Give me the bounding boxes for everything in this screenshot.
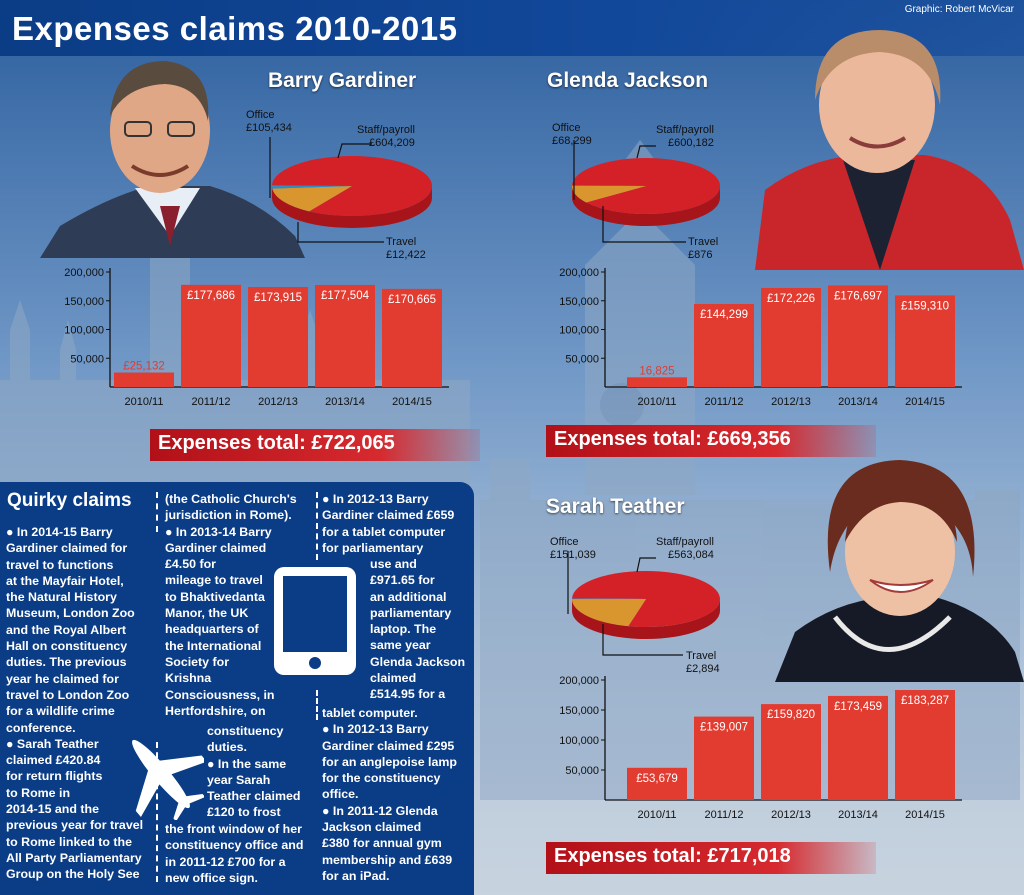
- quirky-line: ● In 2013-14 Barry: [165, 524, 272, 539]
- quirky-column-3: [322, 491, 472, 556]
- x-tick-label: 2011/12: [191, 396, 231, 408]
- quirky-line: travel to functions: [6, 557, 114, 572]
- quirky-line: claimed £420.84: [6, 753, 101, 768]
- y-tick-label: 50,000: [565, 353, 599, 366]
- quirky-column-2b: [207, 723, 317, 821]
- x-tick-label: 2014/15: [392, 396, 432, 408]
- bar-value-label: £173,459: [834, 700, 882, 713]
- x-tick-label: 2013/14: [838, 396, 878, 408]
- quirky-line: Gardiner claimed: [165, 540, 267, 555]
- quirky-line: constituency: [207, 724, 284, 738]
- pie-chart-barry-gardiner: [262, 148, 438, 228]
- x-tick-label: 2010/11: [637, 809, 677, 821]
- quirky-column-3b: [370, 556, 470, 703]
- pie-label-travel-value: £12,422: [386, 249, 426, 261]
- pie-label-staff-glenda: [656, 124, 714, 150]
- quirky-line: Museum, London Zoo: [6, 606, 135, 621]
- bar-value-label: £144,299: [700, 309, 748, 322]
- bar-value-label: £170,665: [388, 293, 436, 306]
- bar-value-label: £25,132: [123, 360, 165, 373]
- tablet-icon: [272, 565, 358, 677]
- quirky-line: year Sarah: [207, 772, 271, 787]
- bar-chart-barry-gardiner: [40, 262, 460, 422]
- quirky-column-2c: [165, 821, 315, 886]
- quirky-line: headquarters of: [165, 622, 259, 637]
- x-tick-label: 2010/11: [124, 396, 164, 408]
- quirky-line: laptop. The: [370, 622, 437, 637]
- quirky-line: (the Catholic Church's: [165, 492, 297, 506]
- bar-value-label: £177,504: [321, 289, 369, 302]
- pie-label-office-value: £105,434: [246, 122, 292, 134]
- bar-value-label: £159,310: [901, 300, 949, 313]
- quirky-line: jurisdiction in Rome).: [165, 508, 292, 523]
- quirky-line: to Rome in: [6, 785, 71, 800]
- y-tick-label: 150,000: [64, 295, 104, 308]
- airplane-icon: [118, 728, 204, 820]
- pie-chart-glenda-jackson: [566, 148, 726, 228]
- quirky-line: Krishna: [165, 671, 212, 686]
- pie-label-office-value: £151,039: [550, 549, 596, 561]
- pie-label-office-title: Office: [246, 109, 275, 121]
- x-tick-label: 2012/13: [771, 809, 811, 821]
- pie-label-travel-value: £876: [688, 249, 713, 261]
- y-tick-label: 200,000: [559, 675, 599, 687]
- pie-label-staff-title: Staff/payroll: [357, 124, 415, 136]
- bar-value-label: £176,697: [834, 290, 882, 303]
- quirky-line: 2014-15 and the: [6, 802, 99, 817]
- x-tick-label: 2014/15: [905, 396, 945, 408]
- graphic-credit: Graphic: Robert McVicar: [904, 4, 1014, 15]
- quirky-line: in 2011-12 £700 for a: [165, 854, 286, 869]
- column-divider: [156, 492, 158, 532]
- pie-label-office-title: Office: [550, 536, 579, 548]
- quirky-line: new office sign.: [165, 870, 258, 885]
- pie-label-office-title: Office: [552, 122, 581, 134]
- pie-label-office-glenda: [552, 122, 592, 148]
- quirky-line: and the Royal Albert: [6, 622, 127, 637]
- quirky-line: £514.95 for a: [370, 687, 446, 702]
- y-tick-label: 200,000: [559, 267, 599, 279]
- mp-name-barry-gardiner: Barry Gardiner: [268, 69, 417, 92]
- glenda-jackson-photo: [755, 20, 1024, 270]
- y-tick-label: 100,000: [64, 324, 104, 337]
- x-tick-label: 2011/12: [704, 809, 744, 821]
- bar-chart-glenda-jackson: [540, 262, 980, 422]
- quirky-line: the Natural History: [6, 590, 117, 605]
- quirky-column-1: [6, 524, 156, 883]
- column-divider: [316, 492, 318, 560]
- sarah-teather-photo: [775, 452, 1024, 682]
- quirky-line: claimed: [370, 671, 417, 686]
- quirky-line: parliamentary: [370, 605, 452, 620]
- quirky-line: duties.: [207, 740, 247, 755]
- mp-name-glenda-jackson: Glenda Jackson: [547, 69, 709, 92]
- bar-value-label: £183,287: [901, 695, 949, 708]
- quirky-line: to Rome linked to the: [6, 834, 132, 849]
- pie-label-staff-title: Staff/payroll: [656, 124, 714, 136]
- quirky-line: £120 to frost: [207, 805, 281, 820]
- bar-value-label: £139,007: [700, 721, 748, 734]
- quirky-line: constituency office and: [165, 838, 304, 853]
- x-tick-label: 2013/14: [325, 396, 365, 408]
- y-tick-label: 150,000: [559, 705, 599, 717]
- y-tick-label: 50,000: [565, 765, 599, 777]
- pie-label-staff-value: £563,084: [668, 549, 714, 561]
- quirky-line: the front window of her: [165, 822, 302, 836]
- quirky-line: Gardiner claimed £659: [322, 508, 455, 523]
- quirky-line: same year: [370, 638, 431, 653]
- pie-label-office-barry: [246, 109, 292, 135]
- quirky-claims-title: Quirky claims: [7, 490, 132, 511]
- quirky-line: Gardiner claimed for: [6, 541, 128, 556]
- quirky-line: mileage to travel: [165, 573, 263, 588]
- pie-label-office-value: £68,299: [552, 135, 592, 147]
- quirky-line: Jackson claimed: [322, 820, 422, 835]
- quirky-line: Teather claimed: [207, 789, 301, 804]
- pie-label-travel-barry: [386, 236, 426, 262]
- quirky-line: Manor, the UK: [165, 606, 249, 621]
- quirky-line: for a tablet computer: [322, 524, 446, 539]
- expenses-total-glenda-jackson: Expenses total: £669,356: [546, 425, 876, 457]
- quirky-line: All Party Parliamentary: [6, 850, 142, 865]
- quirky-line: Society for: [165, 654, 230, 669]
- quirky-line: previous year for travel: [6, 818, 144, 833]
- pie-label-staff-barry: [357, 124, 415, 150]
- quirky-line: Glenda Jackson: [370, 654, 466, 669]
- x-tick-label: 2010/11: [637, 396, 677, 408]
- quirky-line: use and: [370, 557, 417, 571]
- quirky-line: for a wildlife crime: [6, 704, 115, 719]
- mp-name-sarah-teather: Sarah Teather: [546, 495, 685, 518]
- pie-label-travel-glenda: [688, 236, 718, 262]
- y-tick-label: 150,000: [559, 295, 599, 308]
- bar-value-label: £172,226: [767, 292, 815, 305]
- quirky-line: conference.: [6, 720, 76, 735]
- pie-label-travel-value: £2,894: [686, 663, 720, 675]
- bar-value-label: £159,820: [767, 709, 815, 722]
- quirky-line: at the Mayfair Hotel,: [6, 573, 124, 588]
- quirky-line: ● Sarah Teather: [6, 736, 99, 751]
- quirky-line: for return flights: [6, 769, 103, 784]
- x-tick-label: 2012/13: [258, 396, 298, 408]
- quirky-line: for the constituency: [322, 771, 441, 786]
- pie-label-travel-title: Travel: [688, 236, 719, 248]
- quirky-line: ● In the same: [207, 756, 287, 771]
- quirky-line: office.: [322, 787, 359, 802]
- pie-label-staff-value: £604,209: [369, 137, 415, 149]
- y-tick-label: 100,000: [559, 324, 599, 337]
- page-title: Expenses claims 2010-2015: [12, 10, 458, 47]
- y-tick-label: 50,000: [70, 353, 104, 366]
- pie-label-staff-title: Staff/payroll: [656, 536, 714, 548]
- column-divider: [316, 690, 318, 720]
- quirky-line: ● In 2012-13 Barry: [322, 722, 429, 737]
- y-tick-label: 100,000: [559, 735, 599, 747]
- quirky-line: membership and £639: [322, 852, 453, 867]
- quirky-column-3c: [322, 705, 472, 884]
- quirky-line: £4.50 for: [165, 557, 216, 572]
- expenses-total-barry-gardiner: Expenses total: £722,065: [150, 429, 480, 461]
- quirky-line: £380 for annual gym: [322, 836, 442, 851]
- quirky-line: Hertfordshire, on: [165, 703, 266, 718]
- quirky-line: year he claimed for: [6, 671, 119, 686]
- expenses-total-sarah-teather: Expenses total: £717,018: [546, 842, 876, 874]
- quirky-line: Consciousness, in: [165, 687, 275, 702]
- y-tick-label: 200,000: [64, 267, 104, 279]
- quirky-line: to Bhaktivedanta: [165, 589, 265, 604]
- quirky-line: for parliamentary: [322, 540, 424, 555]
- quirky-line: £971.65 for: [370, 573, 435, 588]
- quirky-line: the International: [165, 638, 262, 653]
- bar: [114, 373, 174, 387]
- pie-label-travel-title: Travel: [386, 236, 417, 248]
- x-tick-label: 2012/13: [771, 396, 811, 408]
- quirky-line: ● In 2014-15 Barry: [6, 525, 113, 539]
- bar-value-label: £53,679: [636, 772, 678, 785]
- quirky-line: duties. The previous: [6, 655, 127, 670]
- quirky-line: for an iPad.: [322, 868, 390, 883]
- quirky-line: Group on the Holy See: [6, 867, 140, 882]
- bar: [627, 377, 687, 387]
- x-tick-label: 2013/14: [838, 809, 878, 821]
- bar-chart-sarah-teather: [540, 670, 980, 835]
- pie-label-office-sarah: [550, 536, 596, 562]
- quirky-line: tablet computer.: [322, 706, 418, 720]
- quirky-line: for an anglepoise lamp: [322, 754, 457, 769]
- quirky-line: Gardiner claimed £295: [322, 738, 455, 753]
- pie-label-staff-sarah: [656, 536, 714, 562]
- quirky-line: ● In 2011-12 Glenda: [322, 803, 438, 818]
- x-tick-label: 2014/15: [905, 809, 945, 821]
- quirky-line: an additional: [370, 589, 447, 604]
- quirky-line: travel to London Zoo: [6, 687, 130, 702]
- bar-value-label: £177,686: [187, 289, 235, 302]
- quirky-line: ● In 2012-13 Barry: [322, 492, 429, 506]
- pie-chart-sarah-teather: [566, 561, 726, 641]
- bar-value-label: £173,915: [254, 291, 302, 304]
- quirky-line: Hall on constituency: [6, 639, 128, 654]
- pie-label-staff-value: £600,182: [668, 137, 714, 149]
- bar-value-label: 16,825: [639, 365, 675, 378]
- pie-label-travel-title: Travel: [686, 650, 717, 662]
- x-tick-label: 2011/12: [704, 396, 744, 408]
